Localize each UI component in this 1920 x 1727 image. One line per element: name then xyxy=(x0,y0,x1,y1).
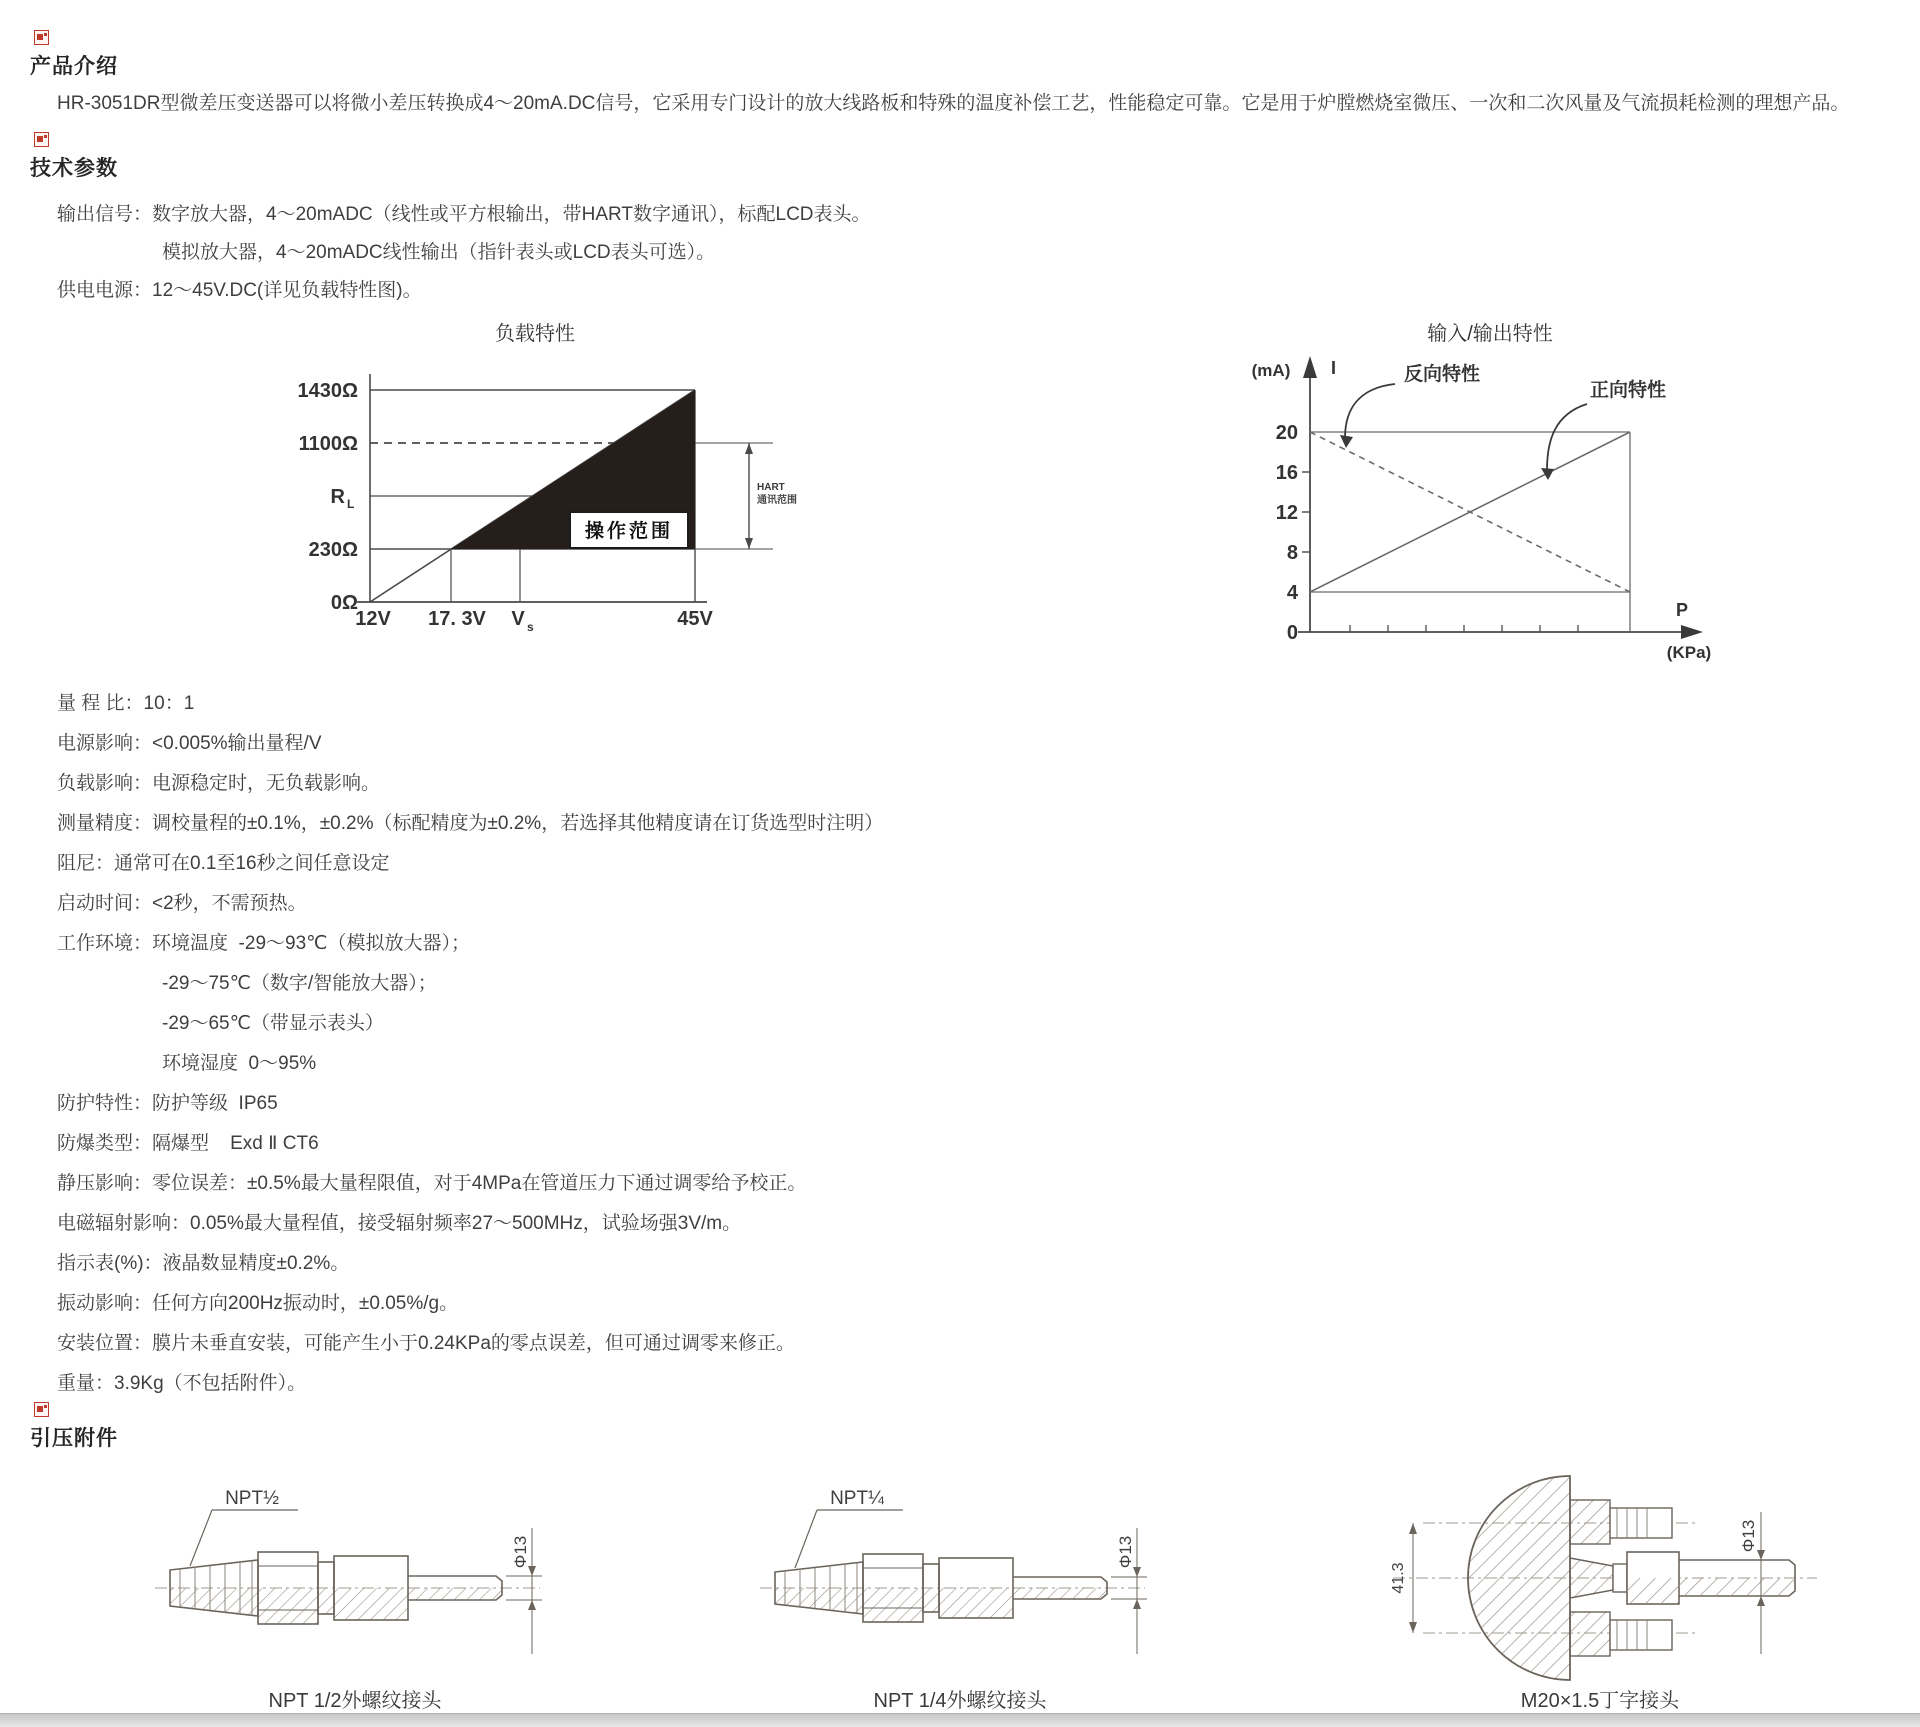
spec-line: 模拟放大器，4～20mADC线性输出（指针表头或LCD表头可选）。 xyxy=(162,242,716,263)
drawing-caption: NPT 1/2外螺纹接头 xyxy=(268,1690,442,1712)
ytick-1100: 1100Ω xyxy=(298,433,358,455)
intro-paragraph: HR-3051DR型微差压变送器可以将微小差压转换成4～20mA.DC信号，它采用专门设计的放大线路板和特殊的温度补偿工艺，性能稳定可靠。它是用于炉膛燃烧室微压、一次和二次风量及气流损耗检测的理想产品。 xyxy=(57,93,1850,114)
leader-line xyxy=(795,1510,817,1568)
bolt-bottom xyxy=(1610,1620,1672,1650)
forward-arrowhead xyxy=(1541,468,1554,480)
spec-line: 供电电源：12～45V.DC(详见负载特性图)。 xyxy=(57,280,422,301)
io-characteristic-chart xyxy=(1195,314,1755,664)
x-axis-label: P xyxy=(1675,600,1689,620)
spec-line: 静压影响：零位误差：±0.5%最大量程限值，对于4MPa在管道压力下通过调零给予校正。 xyxy=(57,1173,807,1194)
broken-image-icon xyxy=(34,132,49,147)
broken-image-icon xyxy=(34,1402,49,1417)
spec-line: -29～75℃（数字/智能放大器）； xyxy=(162,973,437,994)
ytick-0: 0Ω xyxy=(330,592,358,614)
ylabel-20: 20 xyxy=(1275,422,1298,444)
tech-heading: 技术参数 xyxy=(30,157,118,180)
reverse-annotation-arrow xyxy=(1345,384,1395,438)
forward-annotation-arrow xyxy=(1547,404,1587,470)
spec-line: 启动时间：<2秒，不需预热。 xyxy=(57,893,307,914)
m20-tee-svg xyxy=(1365,1448,1835,1698)
ytick-230: 230Ω xyxy=(308,539,358,561)
flange-boss-top xyxy=(1570,1500,1610,1544)
xtick-45v: 45V xyxy=(677,608,713,630)
spec-line: 安装位置：膜片未垂直安装，可能产生小于0.24KPa的零点误差，但可通过调零来修正。 xyxy=(57,1333,795,1354)
diameter-dim-label: Φ13 xyxy=(511,1535,530,1569)
io-chart-title: 输入/输出特性 xyxy=(1427,323,1553,345)
drawing-caption: NPT 1/4外螺纹接头 xyxy=(873,1690,1047,1712)
arrowhead-up xyxy=(745,443,753,454)
load-characteristic-chart xyxy=(225,312,805,667)
height-dim-label: 41.3 xyxy=(1390,1562,1407,1594)
y-axis-arrowhead xyxy=(1303,356,1317,378)
npt-quarter-drawing xyxy=(745,1468,1175,1688)
center-cone xyxy=(1570,1558,1613,1598)
x-axis-arrowhead xyxy=(1681,625,1703,639)
charts-row xyxy=(0,300,1920,675)
thread-spec-label: NPT½ xyxy=(225,1488,279,1509)
spec-line: 重量：3.9Kg（不包括附件）。 xyxy=(57,1373,307,1394)
dim-arrow xyxy=(1409,1622,1417,1633)
leader-line xyxy=(190,1510,212,1566)
dim-arrow xyxy=(1757,1550,1765,1560)
spec-line: 测量精度：调校量程的±0.1%，±0.2%（标配精度为±0.2%，若选择其他精度请在订货选型时注明） xyxy=(57,813,884,834)
hart-label-1: HART xyxy=(757,482,785,493)
hart-label-2: 通讯范围 xyxy=(757,495,797,506)
spec-line: 电磁辐射影响：0.05%最大量程值，接受辐射频率27～500MHz，试验场强3V/m。 xyxy=(57,1213,742,1234)
union-hatch xyxy=(1627,1578,1679,1604)
intro-heading: 产品介绍 xyxy=(30,55,118,78)
spec-line: 指示表(%)：液晶数显精度±0.2%。 xyxy=(57,1253,350,1274)
ytick-rl-sub: L xyxy=(347,497,355,511)
npt-half-svg xyxy=(140,1468,570,1683)
spec-line: 振动影响：任何方向200Hz振动时，±0.05%/g。 xyxy=(57,1293,459,1314)
xtick-173v: 17. 3V xyxy=(428,608,486,630)
xtick-vs-sub: s xyxy=(527,620,534,634)
ytick-rl: R xyxy=(330,486,345,508)
x-unit-label: (KPa) xyxy=(1666,643,1712,662)
npt-quarter-svg xyxy=(745,1468,1175,1683)
spec-line: -29～65℃（带显示表头） xyxy=(162,1013,384,1034)
ylabel-12: 12 xyxy=(1275,502,1298,524)
tech-spec-list xyxy=(57,684,883,1404)
step xyxy=(1613,1564,1627,1592)
xtick-12v: 12V xyxy=(355,608,391,630)
ylabel-16: 16 xyxy=(1275,462,1298,484)
bolt-top xyxy=(1610,1508,1672,1538)
reverse-arrowhead xyxy=(1340,435,1353,448)
operating-region-label: 操作范围 xyxy=(584,521,674,542)
spec-line: 负载影响：电源稳定时，无负载影响。 xyxy=(57,773,381,794)
y-axis-label: I xyxy=(1331,358,1337,378)
m20-tee-drawing xyxy=(1365,1448,1835,1703)
dim-arrow xyxy=(1133,1599,1141,1609)
spec-line: 防爆类型：隔爆型 Exd Ⅱ CT6 xyxy=(57,1133,319,1154)
bottom-scroll-strip[interactable] xyxy=(0,1713,1920,1727)
tech-top-lines xyxy=(57,196,871,310)
arrowhead-down xyxy=(745,538,753,549)
ylabel-8: 8 xyxy=(1286,542,1298,564)
spec-line: 防护特性：防护等级 IP65 xyxy=(57,1093,278,1114)
y-unit-label: (mA) xyxy=(1251,361,1291,380)
spec-line: 量 程 比：10：1 xyxy=(57,693,195,714)
ytick-1430: 1430Ω xyxy=(297,380,358,402)
dim-arrow xyxy=(1757,1596,1765,1606)
section-hatch xyxy=(775,1588,1107,1622)
broken-image-icon xyxy=(34,30,49,45)
diameter-dim-label: Φ13 xyxy=(1739,1519,1758,1553)
spec-line: 电源影响：<0.005%输出量程/V xyxy=(57,733,322,754)
spec-line: 阻尼：通常可在0.1至16秒之间任意设定 xyxy=(57,853,390,874)
ylabel-4: 4 xyxy=(1286,582,1298,604)
dim-arrow xyxy=(1409,1523,1417,1534)
flange-boss-bottom xyxy=(1570,1612,1610,1656)
flange-body xyxy=(1468,1476,1570,1680)
diameter-dim-label: Φ13 xyxy=(1116,1535,1135,1569)
tube-hatch xyxy=(1679,1578,1795,1596)
xtick-vs: V xyxy=(511,608,525,630)
spec-line: 输出信号：数字放大器，4～20mADC（线性或平方根输出，带HART数字通讯），标配LCD表头。 xyxy=(57,204,871,225)
forward-label: 正向特性 xyxy=(1589,380,1667,401)
reverse-label: 反向特性 xyxy=(1403,364,1481,385)
dim-arrow xyxy=(528,1600,536,1610)
npt-half-drawing xyxy=(140,1468,570,1688)
spec-line: 环境湿度 0～95% xyxy=(162,1053,317,1074)
ylabel-0: 0 xyxy=(1286,622,1298,644)
thread-spec-label: NPT¼ xyxy=(830,1488,884,1509)
fittings-heading: 引压附件 xyxy=(30,1427,118,1450)
spec-line: 工作环境：环境温度 -29～93℃（模拟放大器）； xyxy=(57,933,470,954)
drawing-caption: M20×1.5丁字接头 xyxy=(1520,1690,1680,1712)
section-hatch xyxy=(170,1588,502,1624)
load-chart-title: 负载特性 xyxy=(495,323,575,345)
